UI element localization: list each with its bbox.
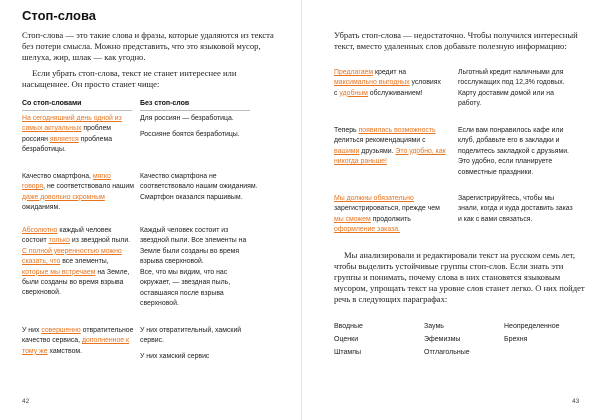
with-stop-words-example: [22, 114, 134, 156]
text-segment: отвратительное качество сервиса,: [22, 327, 134, 345]
stop-word-highlight: только: [48, 237, 70, 245]
intro-paragraph: Убрать стоп-слова — недостаточно. Чтобы получился интересный текст, вместо удаленных слов добавьте полезную информацию:: [334, 30, 578, 51]
group-item: Брехня: [504, 336, 528, 343]
with-stop-words-example: [22, 326, 134, 357]
text-segment: друзьями.: [359, 147, 396, 155]
with-stop-words-example: [334, 126, 446, 168]
divider: [22, 110, 132, 111]
body-paragraph: Мы анализировали и редактировали текст на русском семь лет, чтобы выделить устойчивые группы стоп-слов. Если знать эти группы и понимать, почему слова в них становятся языковым мусором, упрощать текст на уровне слов станет легко. О них пойдет речь в следующих параграфах:: [334, 250, 585, 304]
stop-word-highlight: мы сможем: [334, 215, 371, 223]
text-segment: условиях с: [334, 79, 441, 97]
stop-word-highlight: которые мы встречаем: [22, 268, 96, 276]
divider: [140, 110, 250, 111]
with-stop-words-example: [334, 68, 446, 99]
without-stop-words-example: Качество смартфона не соответствовало нашим ожиданиям.: [140, 173, 258, 191]
stop-word-highlight: появилась возможность: [358, 127, 436, 134]
without-stop-words-example: Все, что мы видим, что нас окружает, — звездная пыль, оставшаяся после взрыва сверхновой.: [140, 269, 231, 308]
stop-word-highlight: является: [49, 135, 79, 143]
text-segment: , не соответствовало нашим: [43, 183, 134, 191]
text-segment: на Земле, были созданы во время взрыва сверхновой.: [22, 268, 130, 297]
group-item: Штампы: [334, 349, 362, 356]
text-segment: ожиданиям.: [22, 204, 61, 212]
text-segment: хамством.: [47, 347, 83, 355]
improved-example: Зарегистрируйтесь, чтобы мы знали, когда и куда доставить заказ и как с вами связаться.: [458, 195, 573, 223]
column-header-without: Без стоп-слов: [140, 100, 190, 107]
without-stop-words-example: У них хамский сервис: [140, 353, 210, 360]
page-number: 42: [22, 398, 30, 405]
column-header-with: Со стоп-словами: [22, 100, 82, 107]
stop-word-highlight: Абсолютно: [22, 227, 58, 234]
improved-example: Если вам понравилось кафе или клуб, добавьте его в закладки и поделитесь закладкой с друзьями. Это удобно, если планируете совместные праздники.: [458, 127, 569, 176]
stop-word-highlight: дополненное к тому же: [22, 337, 130, 355]
stop-word-highlight: С полной уверенностью можно сказать, что: [22, 247, 122, 266]
stop-word-highlight: Мы должны обязательно: [334, 195, 414, 202]
group-item: Заумь: [424, 323, 444, 330]
with-stop-words-example: [22, 172, 134, 214]
text-segment: Качество смартфона,: [22, 173, 93, 180]
stop-word-highlight: совершенно: [41, 327, 81, 334]
stop-word-highlight: удобным: [339, 89, 368, 97]
stop-word-highlight: вашими: [334, 147, 360, 155]
text-segment: проблема безработицы.: [22, 135, 113, 154]
group-item: Оценки: [334, 336, 359, 343]
text-segment: все элементы,: [60, 258, 109, 266]
stop-word-highlight: мягко говоря: [22, 173, 111, 191]
without-stop-words-example: У них отвратительный, хамский сервис.: [140, 327, 242, 345]
group-item: Отглагольные: [424, 349, 470, 356]
page-heading: Стоп-слова: [22, 8, 97, 23]
stop-word-highlight: даже довольно скромным: [22, 193, 105, 201]
without-stop-words-example: Смартфон оказался паршивым.: [140, 194, 243, 201]
text-segment: проблем россиян: [22, 125, 112, 143]
text-segment: делиться рекомендациями с: [334, 137, 426, 145]
right-page: [302, 0, 604, 420]
without-stop-words-example: Каждый человек состоит из звездной пыли. Все элементы на Земле были созданы во время взрыва сверхновой.: [140, 227, 247, 266]
improved-example: Льготный кредит наличными для госслужащих под 12,3% годовых. Карту доставим домой или на работу.: [458, 69, 565, 108]
stop-word-highlight: максимально выгодных: [334, 79, 410, 87]
intro-paragraph: Стоп-слова — это такие слова и фразы, которые удаляются из текста без потери смысла. Можно представить, что это языковой мусор, шелуха, жир, шлак — как угодно.: [22, 30, 274, 62]
stop-word-highlight: Предлагаем: [334, 69, 374, 76]
text-segment: каждый человек состоит: [22, 227, 112, 245]
without-stop-words-example: Для россиян — безработица.: [140, 115, 234, 122]
text-segment: зарегистрироваться, прежде чем: [334, 205, 440, 213]
with-stop-words-example: [334, 194, 446, 236]
text-segment: продолжить: [370, 215, 411, 223]
intro-paragraph-2: Если убрать стоп-слова, текст не станет интереснее или насыщеннее. Он просто станет чище:: [22, 68, 237, 89]
text-segment: обслуживанием!: [367, 89, 423, 97]
text-segment: У них: [22, 327, 42, 334]
stop-word-highlight: На сегодняшний день одной из самых актуальных: [22, 115, 122, 133]
stop-word-highlight: оформление заказа.: [334, 226, 400, 234]
group-item: Эфемизмы: [424, 336, 461, 343]
without-stop-words-example: Россияне боятся безработицы.: [140, 131, 240, 138]
with-stop-words-example: [22, 226, 134, 299]
stop-word-highlight: Это удобно, как никогда раньше!: [334, 147, 446, 166]
group-item: Неопределенное: [504, 323, 560, 330]
group-item: Вводные: [334, 323, 363, 330]
text-segment: кредит на: [373, 69, 407, 76]
page-number: 43: [572, 398, 580, 405]
text-segment: из звездной пыли.: [69, 237, 131, 245]
text-segment: Теперь: [334, 127, 359, 134]
